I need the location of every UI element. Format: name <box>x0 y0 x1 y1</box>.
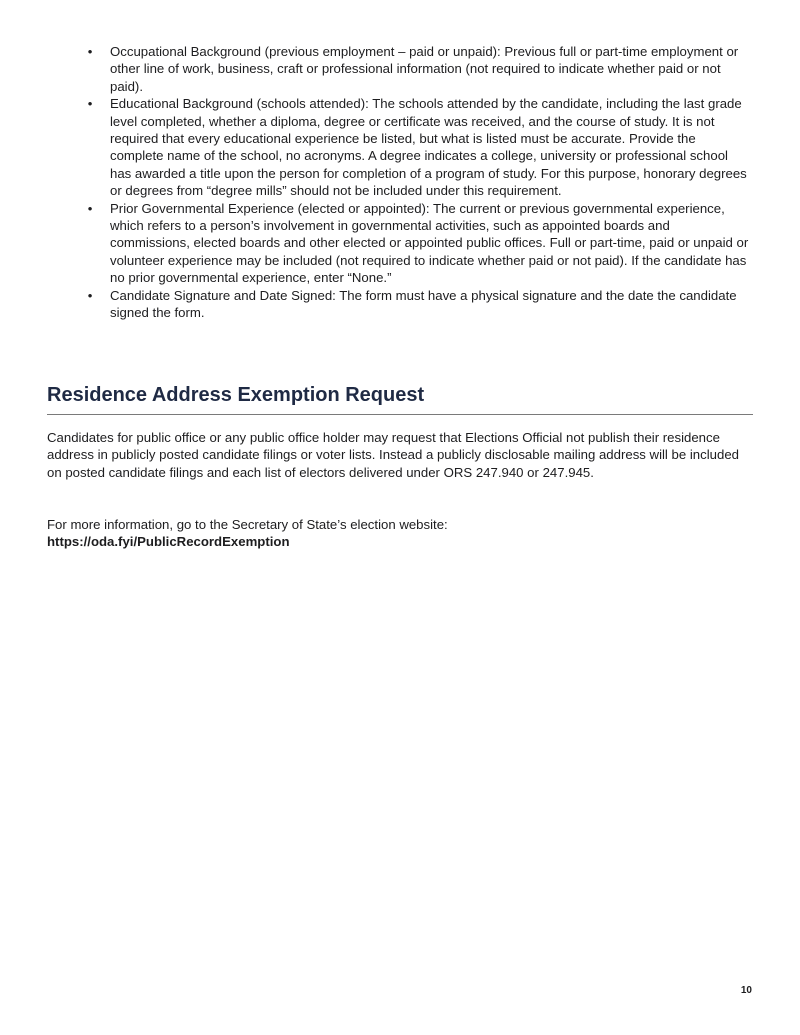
bullet-text: Candidate Signature and Date Signed: The form must have a physical signature and the date the candidate signed the form. <box>110 287 737 321</box>
requirements-bullet-list <box>84 43 752 322</box>
bullet-educational-background <box>84 95 752 199</box>
bullet-text: Occupational Background (previous employment – paid or unpaid): Previous full or part-time employment or other line of work, business, craft or professional information (not required to indicate whether paid or not paid). <box>110 44 739 94</box>
bullet-candidate-signature <box>84 287 752 322</box>
more-info-text: For more information, go to the Secretary of State’s election website: <box>47 517 448 532</box>
bullet-text: Prior Governmental Experience (elected or appointed): The current or previous governmental experience, which refers to a person’s involvement in governmental activities, such as appointed boards and commissions, elected boards and other elected or appointed public offices. Full or part-time, paid or unpaid or volunteer experience may be included (not required to indicate whether paid or not paid). If the candidate has no prior governmental experience, enter “None.” <box>110 200 749 286</box>
bullet-dot-icon: • <box>87 44 93 59</box>
section-heading: Residence Address Exemption Request <box>47 384 425 406</box>
bullet-prior-governmental-experience <box>84 200 752 287</box>
exemption-paragraph: Candidates for public office or any public office holder may request that Elections Official not publish their residence address in publicly posted candidate filings or voter lists. Instead a publicly disclosable mailing address will be included on posted candidate filings and each list of electors delivered under ORS 247.940 or 247.945. <box>47 430 739 480</box>
bullet-text: Educational Background (schools attended): The schools attended by the candidate, including the last grade level completed, whether a diploma, degree or certificate was received, and the course of study. It is not required that every educational experience be listed, but what is listed must be accurate. Provide the complete name of the school, no acronyms. A degree indicates a college, university or professional school has awarded a title upon the person for completion of a program of study. For this purpose, honorary degrees or degrees from “degree mills” should not be included under this requirement. <box>110 96 747 199</box>
bullet-dot-icon: • <box>87 96 93 112</box>
bullet-dot-icon: • <box>87 287 93 303</box>
public-record-exemption-link[interactable]: https://oda.fyi/PublicRecordExemption <box>47 534 290 550</box>
page-number: 10 <box>740 985 752 996</box>
bullet-occupational-background <box>84 43 752 95</box>
more-info-paragraph <box>47 516 753 551</box>
bullet-dot-icon: • <box>87 200 93 216</box>
section-divider <box>47 414 753 415</box>
